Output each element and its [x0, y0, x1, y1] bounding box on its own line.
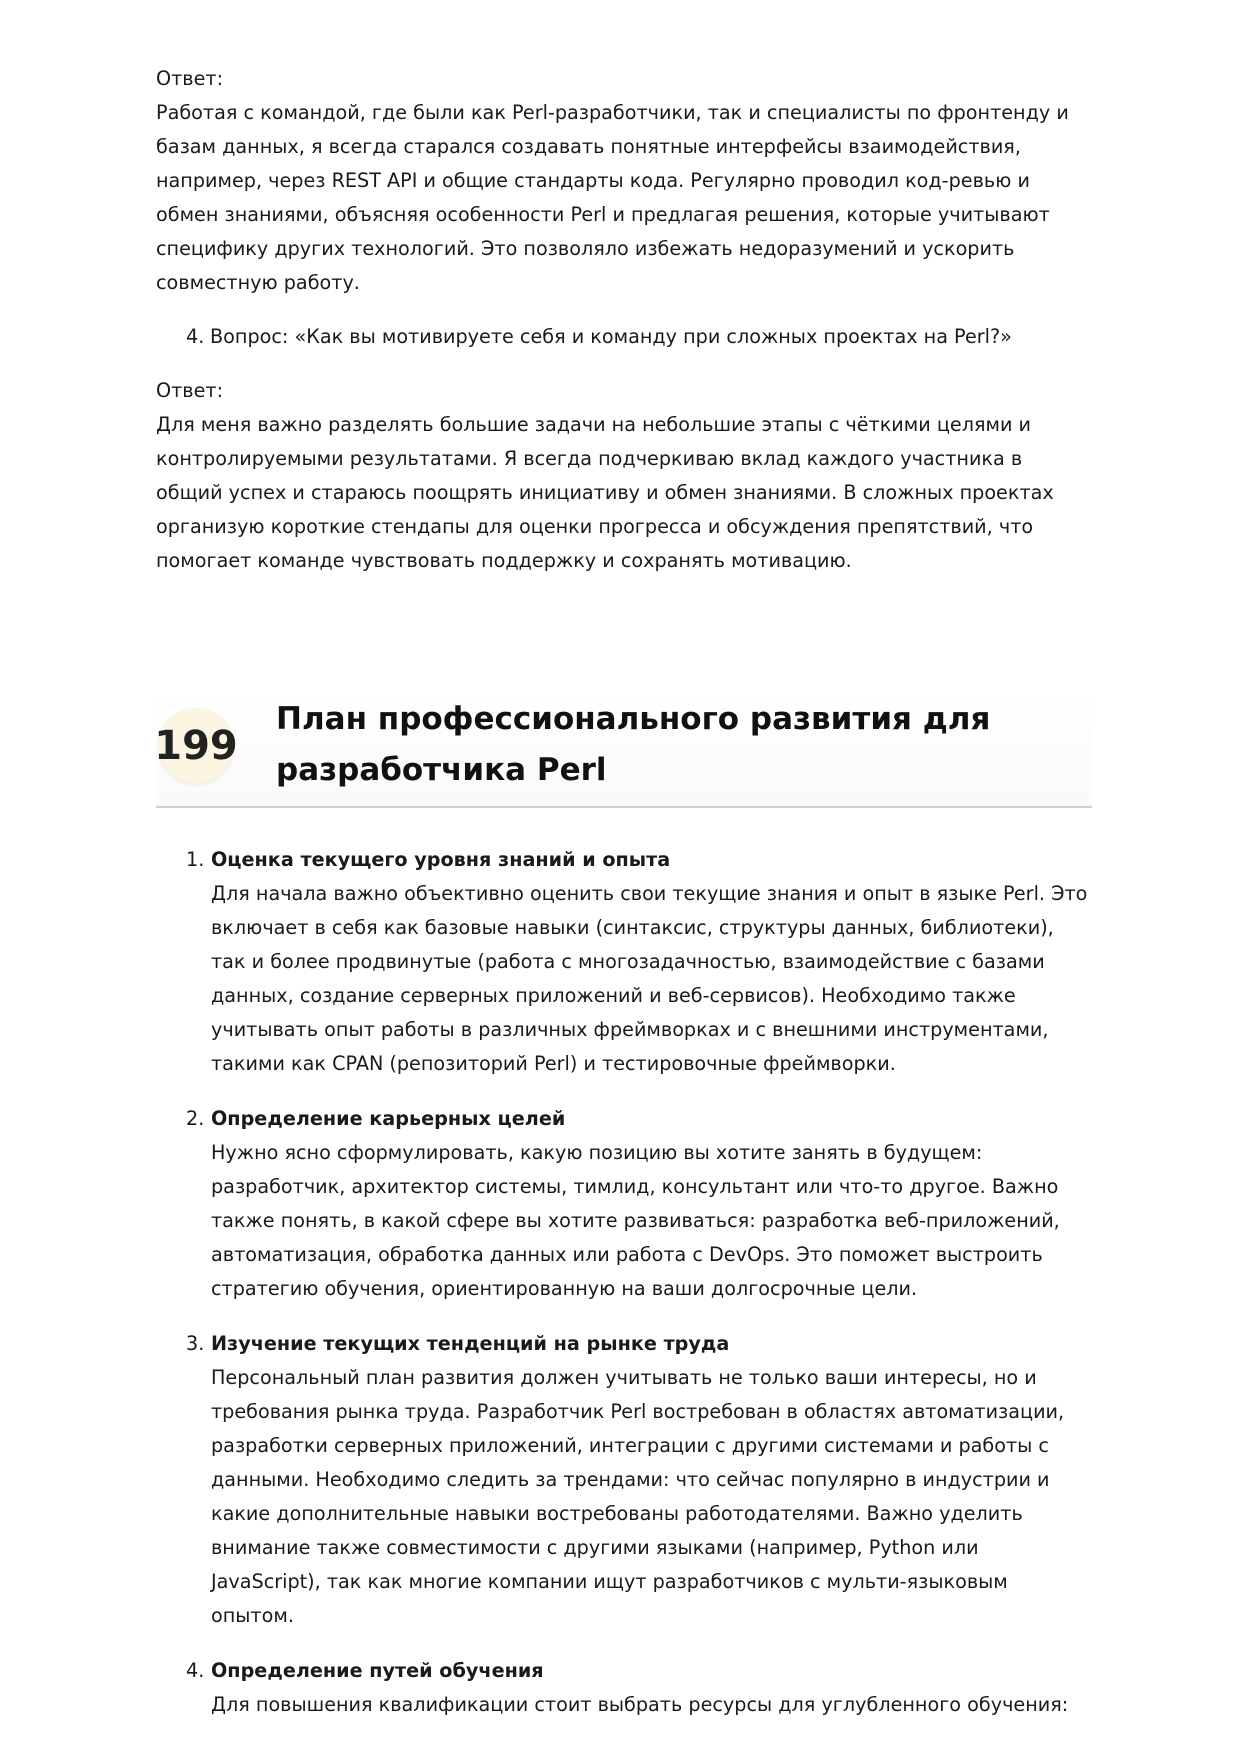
list-item-number: 1.	[186, 848, 205, 871]
list-item	[156, 1327, 1092, 1633]
section-number-badge: 199	[158, 708, 234, 784]
question4	[156, 320, 1092, 354]
list-item	[156, 1654, 1092, 1722]
list-item-number: 4.	[186, 1659, 205, 1682]
list-item-number: 3.	[186, 1332, 205, 1355]
section-title: План профессионального развития для разработчика Perl	[276, 701, 991, 788]
list-item-title: Определение путей обучения	[211, 1659, 544, 1682]
list-item-body: Для начала важно объективно оценить свои текущие знания и опыт в языке Perl. Это включает в себя как базовые навыки (синтаксис, структуры данных, библиотеки), так и более продвинутые (работа с многозадачностью, взаимодействие с базами данных, создание серверных приложений и веб-сервисов). Необходимо также учитывать опыт работы в различных фреймворках и с внешними инструментами, такими как CPAN (репозиторий Perl) и тестировочные фреймворки.	[211, 882, 1088, 1075]
list-item	[156, 1102, 1092, 1306]
list-item-title: Оценка текущего уровня знаний и опыта	[211, 848, 671, 871]
list-item-title: Изучение текущих тенденций на рынке труда	[211, 1332, 730, 1355]
answer-block-top	[156, 62, 1092, 578]
list-item-title: Определение карьерных целей	[211, 1107, 566, 1130]
answer4-label: Ответ:	[156, 379, 224, 402]
question4-number: 4.	[186, 325, 205, 348]
list-item	[156, 843, 1092, 1081]
list-item-body: Персональный план развития должен учитывать не только ваши интересы, но и требования рынка труда. Разработчик Perl востребован в областях автоматизации, разработки серверных приложений, интеграции с другими системами и работы с данными. Необходимо следить за трендами: что сейчас популярно в индустрии и какие дополнительные навыки востребованы работодателями. Важно уделить внимание также совместимости с другими языками (например, Python или JavaScript), так как многие компании ищут разработчиков с мульти-языковым опытом.	[211, 1366, 1065, 1627]
list-item-body: Для повышения квалификации стоит выбрать ресурсы для углубленного обучения:	[211, 1693, 1069, 1716]
list-item-body: Нужно ясно сформулировать, какую позицию вы хотите занять в будущем: разработчик, архитектор системы, тимлид, консультант или что-то другое. Важно также понять, в какой сфере вы хотите развиваться: разработка веб-приложений, автоматизация, обработка данных или работа с DevOps. Это поможет выстроить стратегию обучения, ориентированную на ваши долгосрочные цели.	[211, 1141, 1060, 1300]
development-plan-list	[156, 843, 1092, 1743]
question4-text: Вопрос: «Как вы мотивируете себя и команду при сложных проектах на Perl?»	[210, 325, 1012, 348]
answer3-label: Ответ:	[156, 67, 224, 90]
answer4-text: Для меня важно разделять большие задачи на небольшие этапы с чёткими целями и контролируемыми результатами. Я всегда подчеркиваю вклад каждого участника в общий успех и стараюсь поощрять инициативу и обмен знаниями. В сложных проектах организую короткие стендапы для оценки прогресса и обсуждения препятствий, что помогает команде чувствовать поддержку и сохранять мотивацию.	[156, 413, 1054, 572]
answer3-text: Работая с командой, где были как Perl-разработчики, так и специалисты по фронтенду и базам данных, я всегда старался создавать понятные интерфейсы взаимодействия, например, через REST API и общие стандарты кода. Регулярно проводил код-ревью и обмен знаниями, объясняя особенности Perl и предлагая решения, которые учитывают специфику других технологий. Это позволяло избежать недоразумений и ускорить совместную работу.	[156, 101, 1069, 294]
list-item-number: 2.	[186, 1107, 205, 1130]
section-header	[156, 688, 1092, 808]
